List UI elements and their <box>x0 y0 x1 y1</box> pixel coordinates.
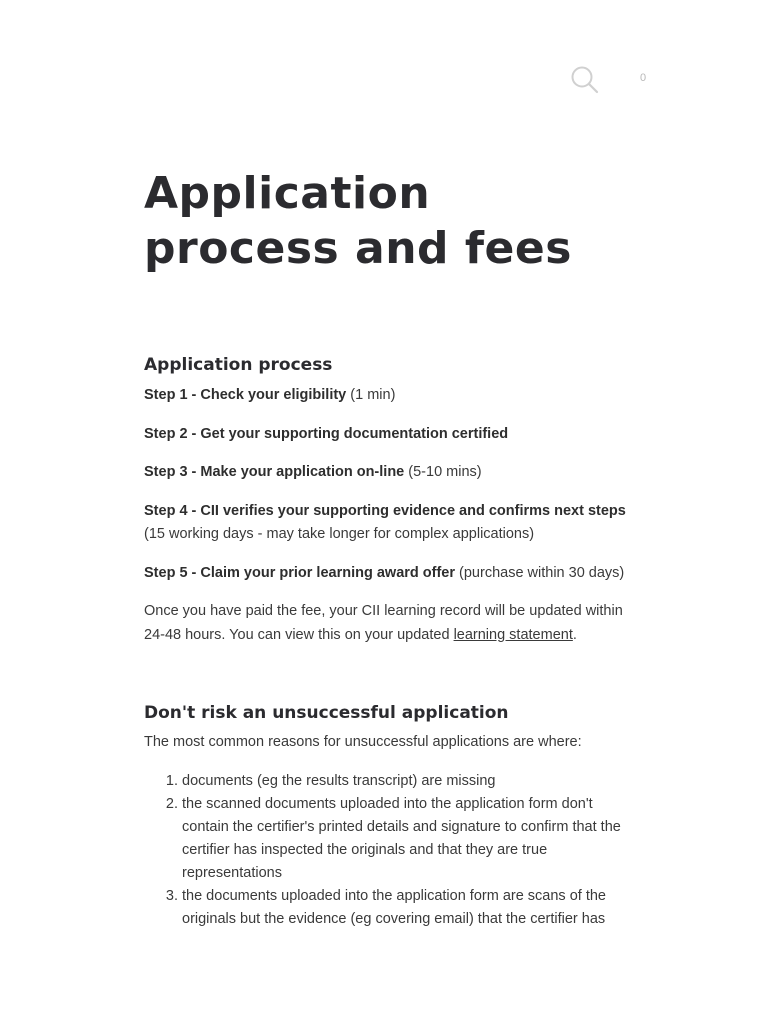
top-bar <box>0 62 768 98</box>
learning-record-paragraph <box>144 600 634 647</box>
reason-item: 1. documents (eg the results transcript) are missing <box>182 770 634 793</box>
cart-count-badge[interactable]: 0 <box>640 72 647 84</box>
step-2 <box>144 423 634 447</box>
reason-item: 3. the documents uploaded into the application form are scans of the originals but the evidence (eg covering email) that the certifier has <box>182 885 634 931</box>
page-title-line-1: Application <box>144 168 431 219</box>
application-process-heading: Application process <box>144 355 333 375</box>
reason-item: 2. the scanned documents uploaded into the application form don't contain the certifier's printed details and signature to confirm that the certifier has inspected the originals and that they are true representations <box>182 793 634 885</box>
learning-statement-link[interactable]: learning statement <box>453 626 573 643</box>
step-1-title: Step 1 - Check your eligibility <box>144 387 347 403</box>
learning-record-text: Once you have paid the fee, your CII learning record will be updated within 24-48 hours. You can view this on your updated <box>144 603 623 643</box>
step-3-title: Step 3 - Make your application on-line <box>144 464 405 480</box>
reasons-intro: The most common reasons for unsuccessful applications are where: <box>144 734 582 750</box>
main-content <box>144 166 634 931</box>
reasons-list <box>144 770 634 931</box>
unsuccessful-application-heading: Don't risk an unsuccessful application <box>144 703 509 723</box>
page-title-line-2: process and fees <box>144 223 572 274</box>
step-4-note: (15 working days - may take longer for complex applications) <box>144 526 535 542</box>
step-3 <box>144 461 634 485</box>
step-1-note: (1 min) <box>346 387 396 403</box>
step-2-title: Step 2 - Get your supporting documentation certified <box>144 425 509 442</box>
learning-record-end: . <box>572 626 577 643</box>
step-5-note: (purchase within 30 days) <box>455 564 625 581</box>
step-5-title: Step 5 - Claim your prior learning award offer <box>144 564 456 581</box>
step-4 <box>144 500 634 547</box>
step-3-note: (5-10 mins) <box>404 464 482 480</box>
page-title <box>144 166 634 276</box>
step-5 <box>144 562 634 586</box>
search-icon[interactable] <box>569 64 601 96</box>
step-1 <box>144 384 634 408</box>
step-4-title: Step 4 - CII verifies your supporting evidence and confirms next steps <box>144 502 626 519</box>
